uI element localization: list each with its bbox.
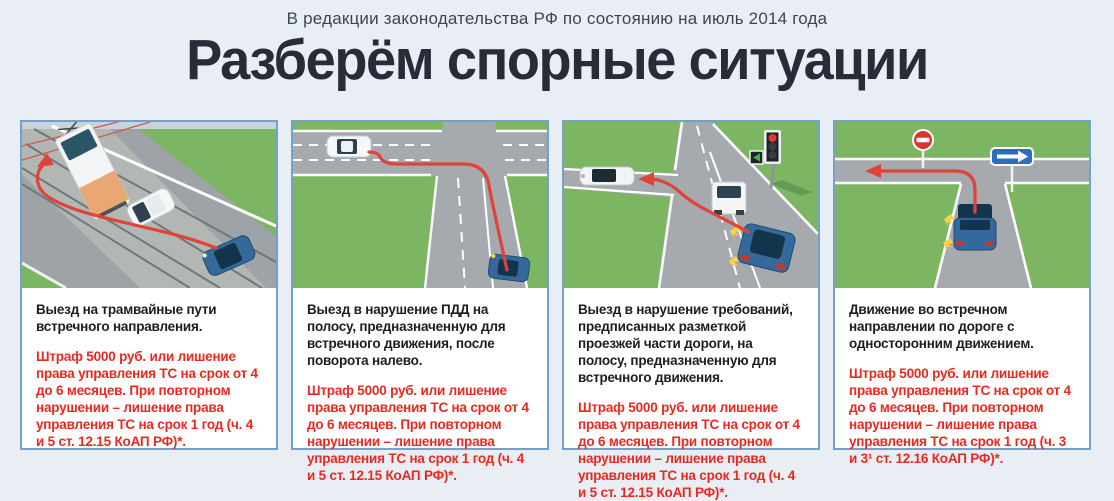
edition-note: В редакции законодательства РФ по состоянию на июль 2014 года <box>286 9 828 28</box>
penalty-text: Штраф 5000 руб. или лишение права управления ТС на срок от 4 до 6 месяцев. При повторном нарушении – лишение права управления ТС на срок 1 год (ч. 4 и 5 ст. 12.15 КоАП РФ)*. <box>307 383 529 483</box>
violation-description: Движение во встречном направлении по дороге с односторонним движением. <box>849 302 1034 351</box>
one-way-scene-svg <box>835 122 1089 288</box>
situation-card-markings <box>562 120 820 500</box>
scene-illustration-markings <box>564 122 818 288</box>
white-van-icon <box>712 182 746 215</box>
scene-illustration-one-way <box>835 122 1089 288</box>
crossroads-scene-svg <box>293 122 547 288</box>
scene-illustration-left-turn <box>293 122 547 288</box>
card-text <box>293 288 547 484</box>
situation-card-tram <box>20 120 278 450</box>
blue-car-icon <box>488 254 531 283</box>
card-text <box>835 288 1089 467</box>
violation-description: Выезд на трамвайные пути встречного направления. <box>36 302 217 334</box>
fork-scene-svg <box>564 122 818 288</box>
violation-description: Выезд в нарушение требований, предписанных разметкой проезжей части дороги, на полосу, предназначенную для встречного движения. <box>578 302 793 385</box>
white-car-icon <box>327 136 371 157</box>
situation-card-one-way <box>833 120 1091 466</box>
page-title: Разберём спорные ситуации <box>186 28 928 92</box>
penalty-text: Штраф 5000 руб. или лишение права управления ТС на срок от 4 до 6 месяцев. При повторном нарушении – лишение права управления ТС на срок 1 год (ч. 4 и 5 ст. 12.15 КоАП РФ)*. <box>578 400 800 500</box>
card-text <box>22 288 276 450</box>
black-roof-car-icon <box>580 167 634 185</box>
scene-illustration-tram <box>22 122 276 288</box>
horizon-strip <box>22 122 276 129</box>
header <box>0 0 1114 92</box>
penalty-text: Штраф 5000 руб. или лишение права управления ТС на срок от 4 до 6 месяцев. При повторном нарушении – лишение права управления ТС на срок 1 год (ч. 3 и 3¹ ст. 12.16 КоАП РФ)*. <box>849 366 1071 466</box>
situation-cards-row <box>20 120 1091 500</box>
situation-card-left-turn <box>291 120 549 483</box>
card-text <box>564 288 818 501</box>
penalty-text: Штраф 5000 руб. или лишение права управления ТС на срок от 4 до 6 месяцев. При повторном нарушении – лишение права управления ТС на срок 1 год (ч. 4 и 5 ст. 12.15 КоАП РФ)*. <box>36 349 258 449</box>
violation-description: Выезд в нарушение ПДД на полосу, предназначенную для встречного движения, после поворота налево. <box>307 302 506 368</box>
tram-scene-svg <box>22 122 276 288</box>
